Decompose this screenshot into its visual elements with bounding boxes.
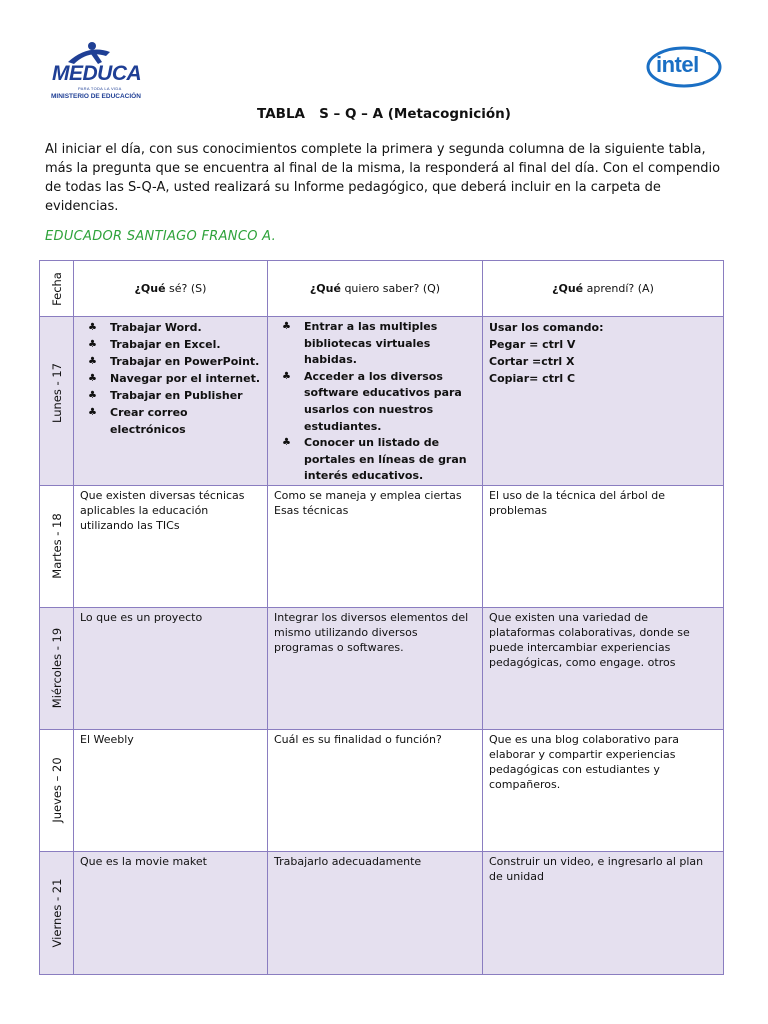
table-row bbox=[40, 729, 724, 851]
intel-logo bbox=[646, 42, 726, 92]
day-cell bbox=[40, 485, 74, 607]
day-cell bbox=[40, 851, 74, 974]
page-header bbox=[0, 0, 768, 110]
q-cell bbox=[268, 851, 483, 974]
a-cell bbox=[483, 485, 724, 607]
club-bullet-icon: ♣ bbox=[88, 339, 97, 350]
day-label: Miércoles - 19 bbox=[50, 628, 64, 709]
s-cell-text: Lo que es un proyecto bbox=[80, 610, 203, 624]
meduca-ministry: MINISTERIO DE EDUCACIÓN bbox=[51, 93, 141, 100]
q-cell bbox=[268, 317, 483, 486]
list-item bbox=[88, 319, 263, 336]
q-bullet-list bbox=[268, 319, 482, 485]
header-s-rest: sé? (S) bbox=[165, 282, 207, 295]
q-cell bbox=[268, 729, 483, 851]
s-cell bbox=[74, 607, 268, 729]
a-line: Copiar= ctrl C bbox=[489, 372, 576, 385]
day-cell bbox=[40, 729, 74, 851]
list-item-text: Navegar por el internet. bbox=[110, 372, 261, 385]
header-fecha-label: Fecha bbox=[50, 271, 64, 306]
club-bullet-icon: ♣ bbox=[88, 373, 97, 384]
day-label: Viernes - 21 bbox=[50, 878, 64, 948]
list-item-text: Trabajar en PowerPoint. bbox=[110, 355, 260, 368]
list-item bbox=[88, 370, 263, 387]
club-bullet-icon: ♣ bbox=[88, 356, 97, 367]
q-cell-text: Trabajarlo adecuadamente bbox=[274, 854, 422, 868]
list-item-text: Entrar a las multiples bibliotecas virtuales habidas. bbox=[304, 320, 438, 367]
table-row bbox=[40, 851, 724, 974]
day-label: Martes - 18 bbox=[50, 513, 64, 580]
a-cell-text: Que es una blog colaborativo para elaborar y compartir experiencias pedagógicas con estudiantes y compañeros. bbox=[489, 732, 679, 791]
day-cell bbox=[40, 317, 74, 486]
intel-wordmark: intel bbox=[656, 52, 699, 77]
s-bullet-list bbox=[74, 319, 267, 438]
meduca-tagline: PARA TODA LA VIDA bbox=[78, 86, 122, 91]
club-bullet-icon: ♣ bbox=[88, 390, 97, 401]
page-title: TABLA S – Q – A (Metacognición) bbox=[257, 106, 511, 122]
q-cell-text: Como se maneja y emplea ciertas Esas técnicas bbox=[274, 488, 462, 517]
club-bullet-icon: ♣ bbox=[282, 321, 291, 332]
s-cell-text: Que existen diversas técnicas aplicables la educación utilizando las TICs bbox=[80, 488, 245, 532]
a-line: Usar los comando: bbox=[489, 321, 604, 334]
s-cell bbox=[74, 485, 268, 607]
s-cell bbox=[74, 729, 268, 851]
header-s-bold: ¿Qué bbox=[134, 282, 166, 295]
club-bullet-icon: ♣ bbox=[88, 407, 97, 418]
table-row bbox=[40, 317, 724, 486]
a-line: Cortar =ctrl X bbox=[489, 355, 575, 368]
table-row bbox=[40, 485, 724, 607]
s-cell-text: Que es la movie maket bbox=[80, 854, 207, 868]
s-cell bbox=[74, 317, 268, 486]
a-line: Pegar = ctrl V bbox=[489, 338, 576, 351]
list-item-text: Crear correo electrónicos bbox=[110, 406, 188, 436]
header-a-bold: ¿Qué bbox=[552, 282, 584, 295]
club-bullet-icon: ♣ bbox=[88, 322, 97, 333]
list-item bbox=[88, 353, 263, 370]
a-cell bbox=[483, 851, 724, 974]
q-cell bbox=[268, 485, 483, 607]
day-cell bbox=[40, 607, 74, 729]
s-cell-text: El Weebly bbox=[80, 732, 134, 746]
table-row bbox=[40, 607, 724, 729]
a-cell-text: Construir un video, e ingresarlo al plan de unidad bbox=[489, 854, 704, 883]
q-cell-text: Cuál es su finalidad o función? bbox=[274, 732, 442, 746]
list-item bbox=[282, 369, 478, 435]
club-bullet-icon: ♣ bbox=[282, 370, 291, 382]
header-a bbox=[483, 261, 724, 317]
list-item bbox=[88, 387, 263, 404]
list-item bbox=[282, 319, 478, 369]
day-label: Jueves – 20 bbox=[50, 757, 64, 824]
list-item-text: Trabajar en Excel. bbox=[110, 338, 221, 351]
table-header-row bbox=[40, 261, 724, 317]
list-item-text: Conocer un listado de portales en líneas de gran interés educativos. bbox=[304, 436, 467, 483]
meduca-logo bbox=[48, 40, 148, 104]
sqa-table bbox=[39, 260, 724, 975]
list-item bbox=[88, 404, 263, 438]
header-s bbox=[74, 261, 268, 317]
club-bullet-icon: ♣ bbox=[282, 437, 291, 449]
meduca-wordmark: MEDUCA bbox=[52, 62, 142, 85]
a-cell-text: Que existen una variedad de plataformas colaborativas, donde se puede intercambiar experiencias pedagógicas, como engage. otros bbox=[489, 610, 690, 669]
day-label: Lunes - 17 bbox=[50, 362, 64, 423]
header-q-rest: quiero saber? (Q) bbox=[340, 282, 441, 295]
s-cell bbox=[74, 851, 268, 974]
a-cell-text: El uso de la técnica del árbol de problemas bbox=[489, 488, 665, 517]
a-cell bbox=[483, 317, 724, 486]
a-cell bbox=[483, 729, 724, 851]
q-cell-text: Integrar los diversos elementos del mismo utilizando diversos programas o softwares. bbox=[274, 610, 469, 654]
list-item-text: Trabajar Word. bbox=[110, 321, 202, 334]
header-fecha bbox=[40, 261, 74, 317]
educator-name: EDUCADOR SANTIAGO FRANCO A. bbox=[45, 229, 277, 244]
header-q-bold: ¿Qué bbox=[309, 282, 341, 295]
list-item bbox=[282, 435, 478, 485]
header-a-rest: aprendí? (A) bbox=[583, 282, 654, 295]
a-cell-text bbox=[483, 317, 723, 389]
instructions-paragraph: Al iniciar el día, con sus conocimientos complete la primera y segunda columna de la siguiente tabla, más la pregunta que se encuentra al final de la misma, la responderá al final del día. Con el compendio de todas las S-Q-A, usted realizará su Informe pedagógico, que deberá incluir en la carpeta de evidencias. bbox=[45, 142, 721, 214]
q-cell bbox=[268, 607, 483, 729]
list-item-text: Acceder a los diversos software educativos para usarlos con nuestros estudiantes. bbox=[304, 369, 462, 433]
list-item bbox=[88, 336, 263, 353]
a-cell bbox=[483, 607, 724, 729]
list-item-text: Trabajar en Publisher bbox=[110, 389, 243, 402]
header-q bbox=[268, 261, 483, 317]
